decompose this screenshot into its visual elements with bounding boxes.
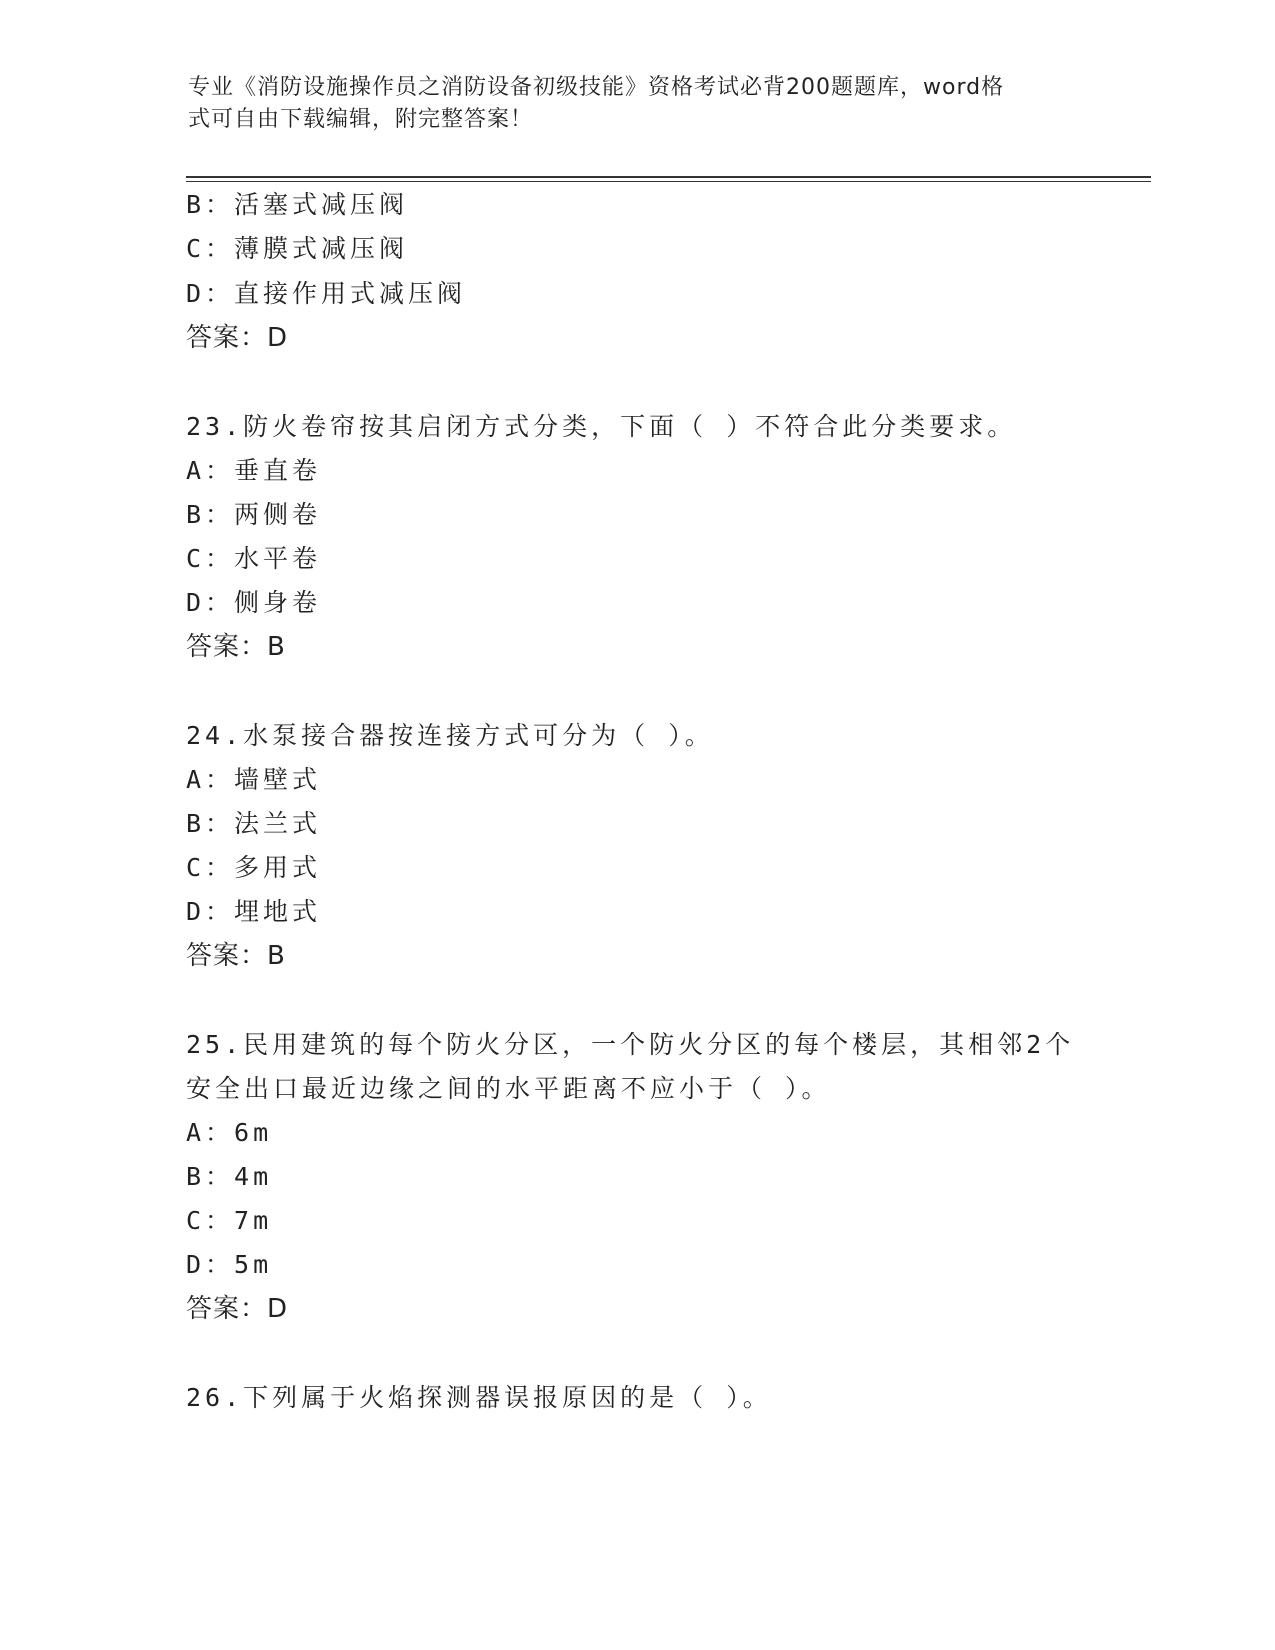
q25-option-a: A：6m xyxy=(186,1118,273,1147)
q24-option-c: C：多用式 xyxy=(186,853,322,882)
q24-option-b: B：法兰式 xyxy=(186,809,322,838)
q26-stem: 26.下列属于火焰探测器误报原因的是（ ）。 xyxy=(186,1383,772,1412)
document-header xyxy=(188,72,1068,136)
q23-option-d: D：侧身卷 xyxy=(186,588,322,617)
header-line-2: 式可自由下载编辑，附完整答案！ xyxy=(188,107,534,132)
q25-option-c: C：7m xyxy=(186,1206,273,1235)
header-divider-bottom xyxy=(186,181,1151,182)
prev-answer: 答案：D xyxy=(186,323,289,353)
q25-stem-line-2: 安全出口最近边缘之间的水平距离不应小于（ ）。 xyxy=(186,1074,831,1103)
q23-option-b: B：两侧卷 xyxy=(186,500,322,529)
prev-option-d: D：直接作用式减压阀 xyxy=(186,279,467,308)
header-divider-top xyxy=(186,176,1151,178)
q25-option-d: D：5m xyxy=(186,1250,273,1279)
q24-stem: 24.水泵接合器按连接方式可分为（ ）。 xyxy=(186,721,714,750)
q25-option-b: B：4m xyxy=(186,1162,273,1191)
q23-option-c: C：水平卷 xyxy=(186,544,322,573)
prev-option-c: C：薄膜式减压阀 xyxy=(186,234,409,263)
q23-stem: 23.防火卷帘按其启闭方式分类，下面（ ）不符合此分类要求。 xyxy=(186,412,1017,441)
q24-option-d: D：埋地式 xyxy=(186,897,322,926)
q24-option-a: A：墙壁式 xyxy=(186,765,322,794)
header-line-1: 专业《消防设施操作员之消防设备初级技能》资格考试必背200题题库，word格 xyxy=(188,75,1005,100)
q23-option-a: A：垂直卷 xyxy=(186,456,322,485)
q24-answer: 答案：B xyxy=(186,941,286,971)
q25-stem-line-1: 25.民用建筑的每个防火分区，一个防火分区的每个楼层，其相邻2个 xyxy=(186,1030,1075,1059)
q25-answer: 答案：D xyxy=(186,1294,289,1324)
q23-answer: 答案：B xyxy=(186,632,286,662)
prev-option-b: B：活塞式减压阀 xyxy=(186,190,409,219)
